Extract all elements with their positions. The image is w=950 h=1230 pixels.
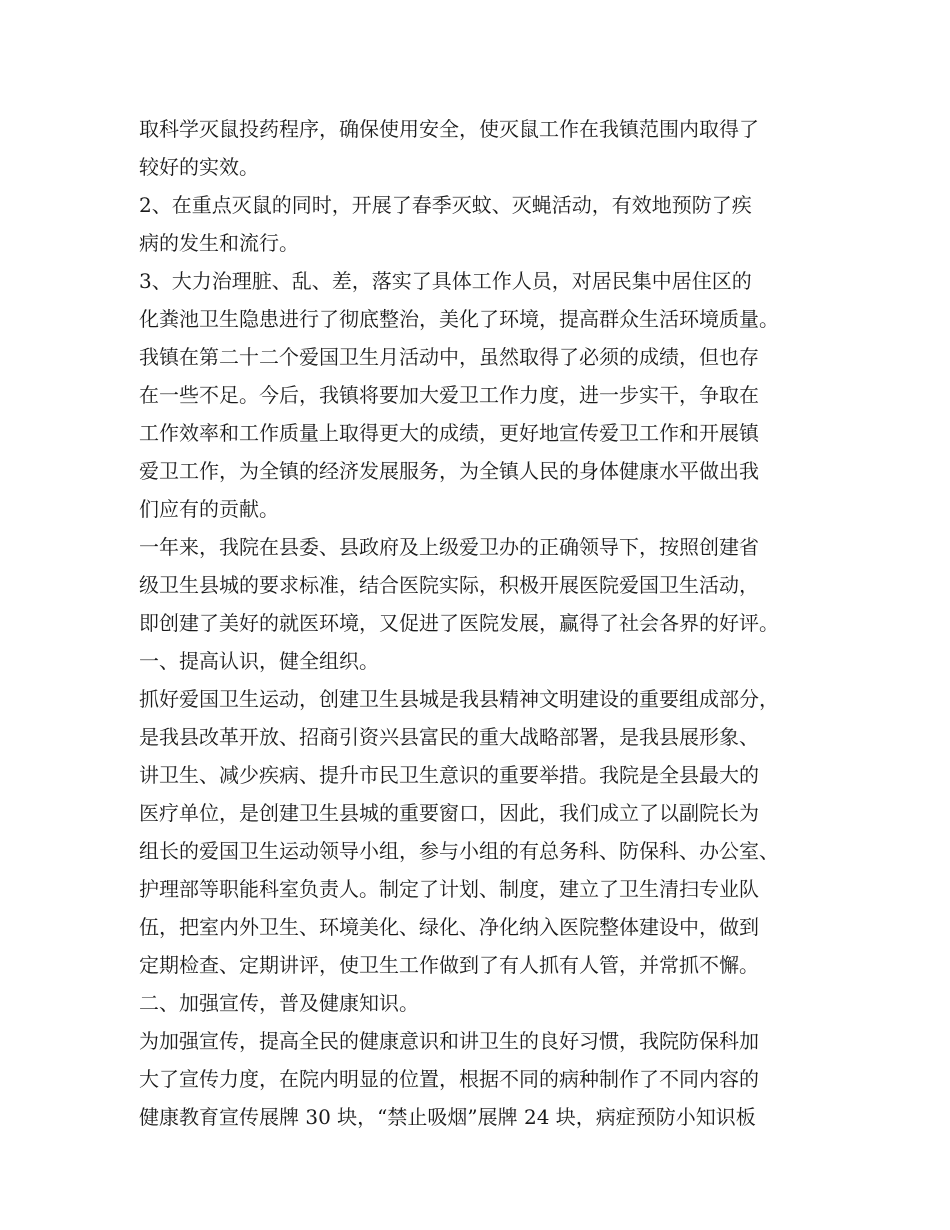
text-line: 是我县改革开放、招商引资兴县富民的重大战略部署，是我县展形象、 (139, 725, 759, 749)
text-line: 我镇在第二十二个爱国卫生月活动中，虽然取得了必须的成绩，但也存 (139, 345, 759, 369)
text-line: 医疗单位，是创建卫生县城的重要窗口，因此，我们成立了以副院长为 (139, 801, 759, 825)
text-line: 组长的爱国卫生运动领导小组，参与小组的有总务科、防保科、办公室、 (139, 839, 779, 863)
document-body (139, 110, 829, 1136)
text-line: 病的发生和流行。 (139, 231, 299, 255)
text-line: 2、在重点灭鼠的同时，开展了春季灭蚊、灭蝇活动，有效地预防了疾 (139, 193, 752, 217)
text-line: 伍，把室内外卫生、环境美化、绿化、净化纳入医院整体建设中，做到 (139, 915, 759, 939)
text-line: 为加强宣传，提高全民的健康意识和讲卫生的良好习惯，我院防保科加 (139, 1029, 759, 1053)
text-line: 级卫生县城的要求标准，结合医院实际，积极开展医院爱国卫生活动， (139, 573, 759, 597)
text-line: 3、大力治理脏、乱、差，落实了具体工作人员，对居民集中居住区的 (139, 269, 752, 293)
section-heading: 一、提高认识，健全组织。 (139, 649, 379, 673)
section-heading: 二、加强宣传，普及健康知识。 (139, 991, 419, 1015)
text-line: 在一些不足。今后，我镇将要加大爱卫工作力度，进一步实干，争取在 (139, 383, 759, 407)
text-line: 讲卫生、减少疾病、提升市民卫生意识的重要举措。我院是全县最大的 (139, 763, 759, 787)
text-line: 即创建了美好的就医环境，又促进了医院发展，赢得了社会各界的好评。 (139, 611, 779, 635)
text-line: 取科学灭鼠投药程序，确保使用安全，使灭鼠工作在我镇范围内取得了 (139, 117, 759, 141)
text-line: 较好的实效。 (139, 155, 259, 179)
text-line: 工作效率和工作质量上取得更大的成绩，更好地宣传爱卫工作和开展镇 (139, 421, 759, 445)
text-line: 健康教育宣传展牌 30 块，“禁止吸烟”展牌 24 块，病症预防小知识板 (139, 1105, 756, 1129)
text-line: 定期检查、定期讲评，使卫生工作做到了有人抓有人管，并常抓不懈。 (139, 953, 759, 977)
text-line: 们应有的贡献。 (139, 497, 279, 521)
text-line: 化粪池卫生隐患进行了彻底整治，美化了环境，提高群众生活环境质量。 (139, 307, 779, 331)
text-line: 抓好爱国卫生运动，创建卫生县城是我县精神文明建设的重要组成部分， (139, 687, 779, 711)
text-line: 大了宣传力度，在院内明显的位置，根据不同的病种制作了不同内容的 (139, 1067, 759, 1091)
text-line: 爱卫工作，为全镇的经济发展服务，为全镇人民的身体健康水平做出我 (139, 459, 759, 483)
text-line: 护理部等职能科室负责人。制定了计划、制度，建立了卫生清扫专业队 (139, 877, 759, 901)
text-line: 一年来，我院在县委、县政府及上级爱卫办的正确领导下，按照创建省 (139, 535, 759, 559)
